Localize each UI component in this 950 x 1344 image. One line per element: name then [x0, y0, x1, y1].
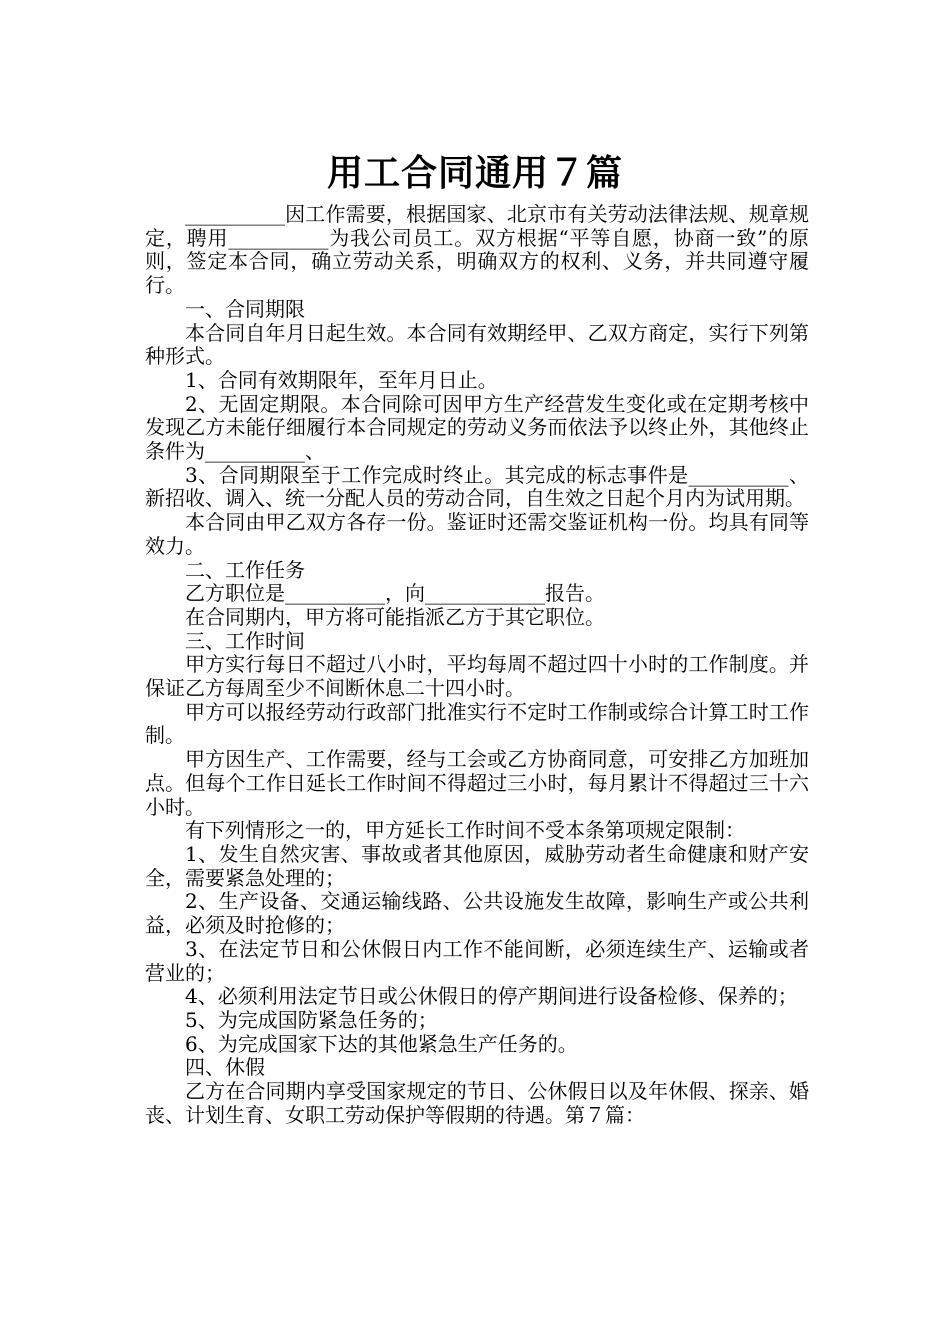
contract-body	[145, 203, 809, 1127]
section-heading-hours: 三、工作时间	[185, 628, 305, 653]
list-item: 3、在法定节日和公休假日内工作不能间断，必须连续生产、运输或者营业的；	[145, 936, 809, 985]
paragraph: 甲方因生产、工作需要，经与工会或乙方协商同意，可安排乙方加班加点。但每个工作日延长工作时间不得超过三小时，每月累计不得超过三十六小时。	[145, 747, 809, 819]
paragraph: 在合同期内，甲方将可能指派乙方于其它职位。	[185, 604, 605, 629]
list-item: 1、合同有效期限年，至年月日止。	[185, 367, 498, 392]
list-item: 1、发生自然灾害、事故或者其他原因，威胁劳动者生命健康和财产安全，需要紧急处理的；	[145, 841, 809, 890]
list-item: 6、为完成国家下达的其他紧急生产任务的。	[185, 1031, 578, 1056]
list-item: 2、生产设备、交通运输线路、公共设施发生故障，影响生产或公共利益，必须及时抢修的；	[145, 889, 809, 938]
list-item: 4、必须利用法定节日或公休假日的停产期间进行设备检修、保养的；	[185, 984, 798, 1009]
paragraph: 甲方实行每日不超过八小时，平均每周不超过四十小时的工作制度。并保证乙方每周至少不间断休息二十四小时。	[145, 652, 809, 701]
paragraph-preamble: __________因工作需要，根据国家、北京市有关劳动法律法规、规章规定，聘用__________为我公司员工。双方根据“平等自愿，协商一致”的原则，签定本合同，确立劳动关系，明确双方的权利、义务，并共同遵守履行。	[145, 202, 809, 298]
section-heading-duties: 二、工作任务	[185, 557, 305, 582]
section-heading-leave: 四、休假	[185, 1055, 265, 1080]
paragraph: 乙方职位是__________，向____________报告。	[185, 581, 605, 606]
paragraph: 本合同自年月日起生效。本合同有效期经甲、乙双方商定，实行下列第种形式。	[145, 320, 809, 369]
paragraph: 甲方可以报经劳动行政部门批准实行不定时工作制或综合计算工时工作制。	[145, 699, 809, 748]
list-item: 5、为完成国防紧急任务的；	[185, 1007, 438, 1032]
page-title: 用工合同通用７篇	[326, 153, 623, 195]
list-item: 3、合同期限至于工作完成时终止。其完成的标志事件是__________、新招收、调入、统一分配人员的劳动合同，自生效之日起个月内为试用期。	[145, 462, 809, 511]
list-item: 2、无固定期限。本合同除可因甲方生产经营发生变化或在定期考核中发现乙方未能仔细履行本合同规定的劳动义务而依法予以终止外，其他终止条件为__________、	[145, 391, 809, 464]
paragraph: 有下列情形之一的，甲方延长工作时间不受本条第项规定限制：	[185, 818, 745, 843]
paragraph: 乙方在合同期内享受国家规定的节日、公休假日以及年休假、探亲、婚丧、计划生育、女职工劳动保护等假期的待遇。第７篇：	[145, 1079, 809, 1127]
paragraph: 本合同由甲乙双方各存一份。鉴证时还需交鉴证机构一份。均具有同等效力。	[145, 510, 809, 558]
section-heading-term: 一、合同期限	[185, 296, 305, 321]
